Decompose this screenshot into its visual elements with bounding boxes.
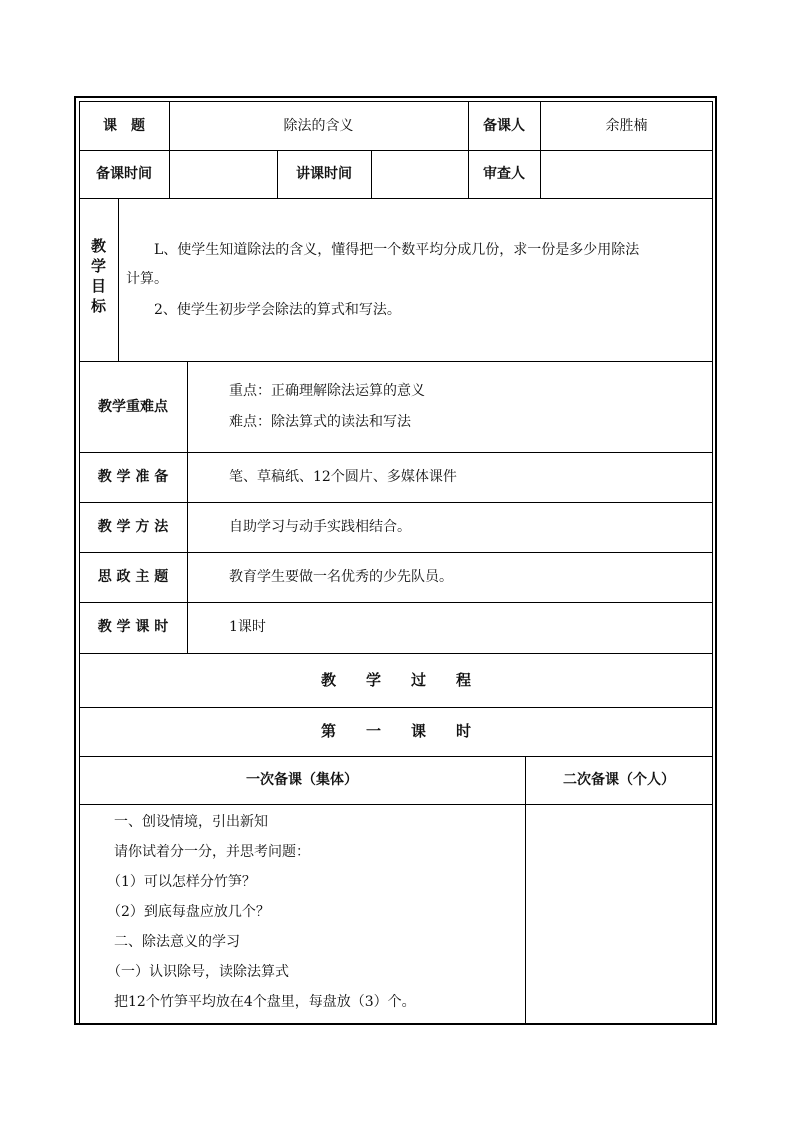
lesson-content — [100, 807, 520, 1017]
row-divider — [79, 452, 713, 453]
row-divider — [79, 502, 713, 503]
content-line: （2）到底每盘应放几个？ — [100, 904, 270, 920]
goals-line-2: 计算。 — [126, 271, 168, 287]
goals-line-1: L、使学生知道除法的含义，懂得把一个数平均分成几份，求一份是多少用除法 — [126, 242, 640, 258]
ideology-value: 教育学生要做一名优秀的少先队员。 — [229, 569, 453, 585]
row-divider — [79, 756, 713, 757]
content-line: 请你试着分一分，并思考问题： — [100, 844, 310, 860]
ideology-label: 思 政 主 题 — [97, 569, 169, 585]
key-points-label: 教学重难点 — [98, 399, 168, 415]
method-label: 教 学 方 法 — [97, 519, 169, 535]
first-prep-header: 一次备课（集体） — [246, 772, 358, 788]
difficulty-point: 难点：除法算式的读法和写法 — [229, 414, 411, 430]
row-divider — [79, 653, 713, 654]
col-divider — [525, 756, 526, 1024]
col-divider — [371, 150, 372, 198]
content-line: （一）认识除号，读除法算式 — [100, 964, 289, 980]
method-value: 自助学习与动手实践相结合。 — [229, 519, 411, 535]
goals-label: 教 学 目 标 — [90, 237, 106, 315]
row-divider — [79, 361, 713, 362]
lecture-time-label: 讲课时间 — [296, 166, 352, 182]
hours-label: 教 学 课 时 — [97, 619, 169, 635]
reviewer-label: 审查人 — [483, 166, 525, 182]
content-line: （1）可以怎样分竹笋？ — [100, 874, 256, 890]
topic-value: 除法的含义 — [283, 118, 354, 134]
row-divider — [79, 150, 713, 151]
row-divider — [79, 552, 713, 553]
topic-label: 课 题 — [103, 118, 145, 134]
row-divider — [79, 804, 713, 805]
row-divider — [79, 602, 713, 603]
content-line: 二、除法意义的学习 — [100, 934, 240, 950]
row-divider — [79, 198, 713, 199]
prep-label: 教 学 准 备 — [97, 469, 169, 485]
content-line: 一、创设情境，引出新知 — [100, 814, 268, 830]
second-prep-header: 二次备课（个人） — [563, 772, 675, 788]
row-divider — [79, 707, 713, 708]
focus-point: 重点：正确理解除法运算的意义 — [229, 383, 425, 399]
lesson-title: 第 一 课 时 — [320, 722, 471, 740]
prep-value: 笔、草稿纸、12个圆片、多媒体课件 — [229, 469, 457, 485]
prep-time-label: 备课时间 — [96, 166, 152, 182]
col-divider — [187, 361, 188, 653]
col-divider — [118, 198, 119, 361]
process-title: 教 学 过 程 — [320, 671, 471, 689]
hours-value: 1课时 — [229, 619, 266, 635]
goals-line-3: 2、使学生初步学会除法的算式和写法。 — [126, 302, 401, 318]
content-line: 把12个竹笋平均放在4个盘里，每盘放（3）个。 — [100, 994, 416, 1010]
preparer-label: 备课人 — [483, 118, 525, 134]
preparer-value: 余胜楠 — [605, 118, 648, 134]
